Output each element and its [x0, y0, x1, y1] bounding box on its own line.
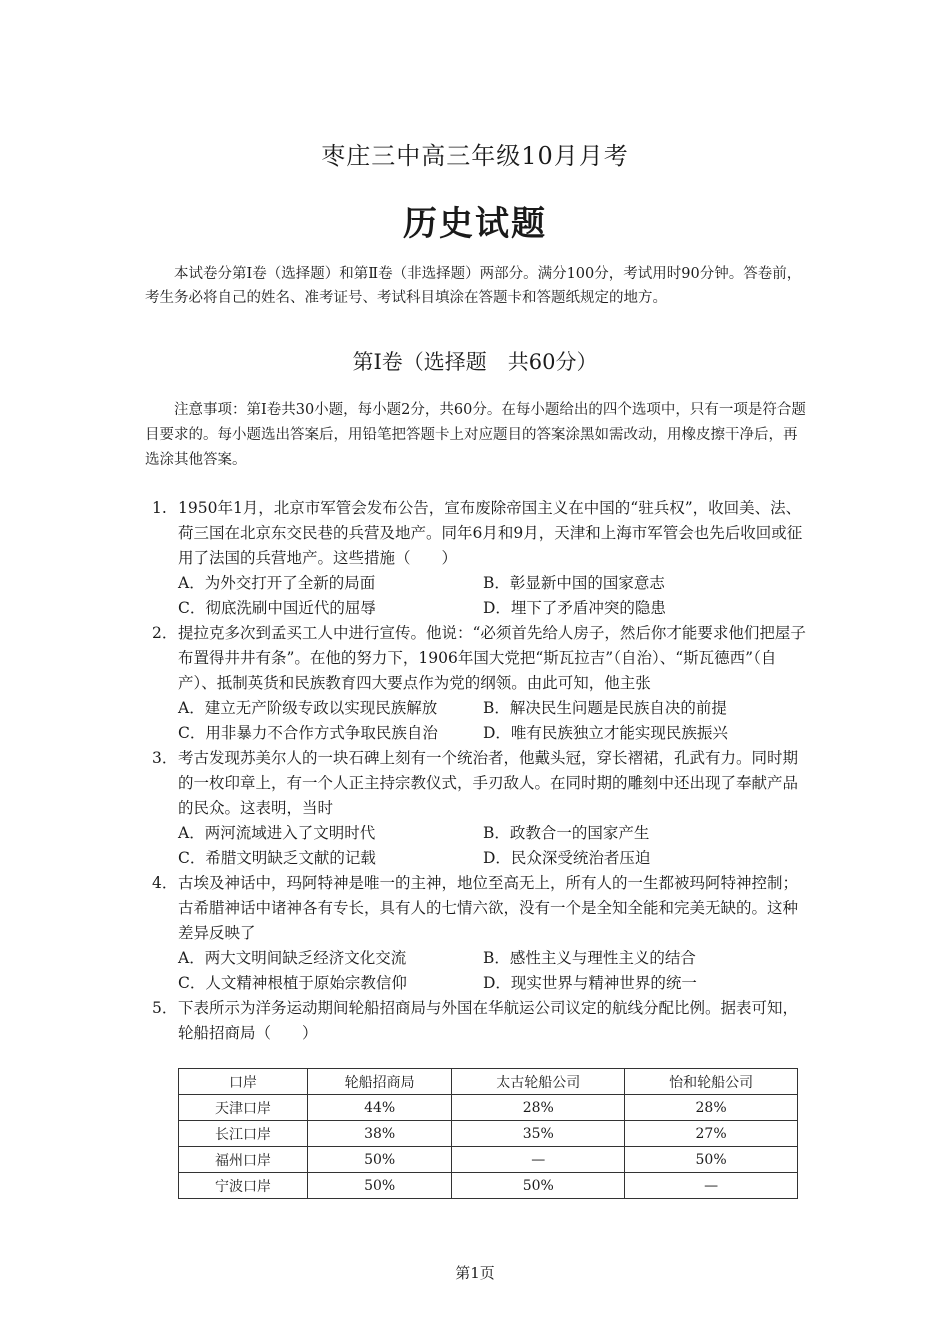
question-stem: 1950年1月，北京市军管会发布公告，宣布废除帝国主义在中国的“驻兵权”，收回美、法、荷三国在北京东交民巷的兵营及地产。同年6月和9月，天津和上海市军管会也先后收回或征用了法国的兵营地产。这些措施（ ）: [178, 499, 803, 567]
question-stem: 下表所示为洋务运动期间轮船招商局与外国在华航运公司议定的航线分配比例。据表可知，轮船招商局（ ）: [178, 999, 799, 1042]
table-cell: 27%: [625, 1121, 798, 1147]
question-number: 5．: [152, 999, 178, 1017]
question-1: [145, 496, 810, 621]
question-3: [145, 746, 810, 871]
question-number: 4．: [152, 874, 178, 892]
question-2: [145, 621, 810, 746]
option-d: D．埋下了矛盾冲突的隐患: [483, 599, 666, 617]
header-port: 口岸: [179, 1069, 308, 1095]
table-cell: 38%: [308, 1121, 452, 1147]
table-cell: 50%: [625, 1147, 798, 1173]
option-d: D．民众深受统治者压迫: [483, 849, 651, 867]
table-cell: 28%: [625, 1095, 798, 1121]
question-stem: 考古发现苏美尔人的一块石碑上刻有一个统治者，他戴头冠，穿长褶裙，孔武有力。同时期的一枚印章上，有一个人正主持宗教仪式，手刃敌人。在同时期的雕刻中还出现了奉献产品的民众。这表明，当时: [178, 749, 799, 817]
option-b: B．感性主义与理性主义的结合: [483, 949, 696, 967]
page-number: 第1页: [455, 1264, 495, 1282]
table-row: [179, 1121, 798, 1147]
subject-title: 历史试题: [403, 204, 547, 244]
option-list: [178, 821, 810, 871]
table-cell: 28%: [452, 1095, 625, 1121]
header-jardine: 怡和轮船公司: [625, 1069, 798, 1095]
question-stem: 古埃及神话中，玛阿特神是唯一的主神，地位至高无上，所有人的一生都被玛阿特神控制；古希腊神话中诸神各有专长，具有人的七情六欲，没有一个是全知全能和完美无缺的。这种差异反映了: [178, 874, 799, 942]
table-cell: 福州口岸: [179, 1147, 308, 1173]
exam-intro: 本试卷分第Ⅰ卷（选择题）和第Ⅱ卷（非选择题）两部分。满分100分，考试用时90分钟。答卷前，考生务必将自己的姓名、准考证号、考试科目填涂在答题卡和答题纸规定的地方。: [145, 266, 802, 306]
option-list: [178, 946, 810, 996]
option-c: C．希腊文明缺乏文献的记载: [178, 849, 376, 867]
option-b: B．解决民生问题是民族自决的前提: [483, 699, 727, 717]
table-cell: 50%: [308, 1147, 452, 1173]
table-cell: 长江口岸: [179, 1121, 308, 1147]
option-b: B．政教合一的国家产生: [483, 824, 650, 842]
table-cell: 宁波口岸: [179, 1173, 308, 1199]
route-allocation-table: [178, 1068, 798, 1199]
question-number: 1.: [152, 499, 167, 517]
option-c: C．人文精神根植于原始宗教信仰: [178, 974, 407, 992]
option-d: D．现实世界与精神世界的统一: [483, 974, 697, 992]
option-d: D．唯有民族独立才能实现民族振兴: [483, 724, 728, 742]
question-number: 3．: [152, 749, 178, 767]
option-a: A．为外交打开了全新的局面: [178, 574, 376, 592]
table-cell: —: [452, 1147, 625, 1173]
option-c: C．用非暴力不合作方式争取民族自治: [178, 724, 438, 742]
option-c: C．彻底洗刷中国近代的屈辱: [178, 599, 376, 617]
table-cell: —: [625, 1173, 798, 1199]
school-title: 枣庄三中高三年级10月月考: [321, 142, 629, 170]
question-list: [145, 496, 810, 1046]
table-cell: 50%: [452, 1173, 625, 1199]
question-number: 2．: [152, 624, 178, 642]
table-row: [179, 1095, 798, 1121]
table-cell: 35%: [452, 1121, 625, 1147]
question-5: [145, 996, 810, 1046]
table-cell: 50%: [308, 1173, 452, 1199]
table-row: [179, 1147, 798, 1173]
option-list: [178, 571, 810, 621]
question-4: [145, 871, 810, 996]
table-row: [179, 1173, 798, 1199]
option-b: B．彰显新中国的国家意志: [483, 574, 665, 592]
option-a: A．两河流域进入了文明时代: [178, 824, 376, 842]
question-stem: 提拉克多次到孟买工人中进行宣传。他说：“必须首先给人房子，然后你才能要求他们把屋子布置得井井有条”。在他的努力下，1906年国大党把“斯瓦拉吉”（自治）、“斯瓦德西”（自产）、抵制英货和民族教育四大要点作为党的纲领。由此可知，他主张: [178, 624, 806, 692]
option-a: A．两大文明间缺乏经济文化交流: [178, 949, 407, 967]
table-cell: 44%: [308, 1095, 452, 1121]
option-list: [178, 696, 810, 746]
header-swire: 太古轮船公司: [452, 1069, 625, 1095]
table-header-row: [179, 1069, 798, 1095]
option-a: A．建立无产阶级专政以实现民族解放: [178, 699, 438, 717]
table-cell: 天津口岸: [179, 1095, 308, 1121]
section-title: 第Ⅰ卷（选择题 共60分）: [352, 350, 598, 374]
header-china-merchants: 轮船招商局: [308, 1069, 452, 1095]
section-notice: 注意事项：第Ⅰ卷共30小题，每小题2分，共60分。在每小题给出的四个选项中，只有一项是符合题目要求的。每小题选出答案后，用铅笔把答题卡上对应题目的答案涂黑如需改动，用橡皮擦干净后，再选涂其他答案。: [145, 402, 806, 468]
